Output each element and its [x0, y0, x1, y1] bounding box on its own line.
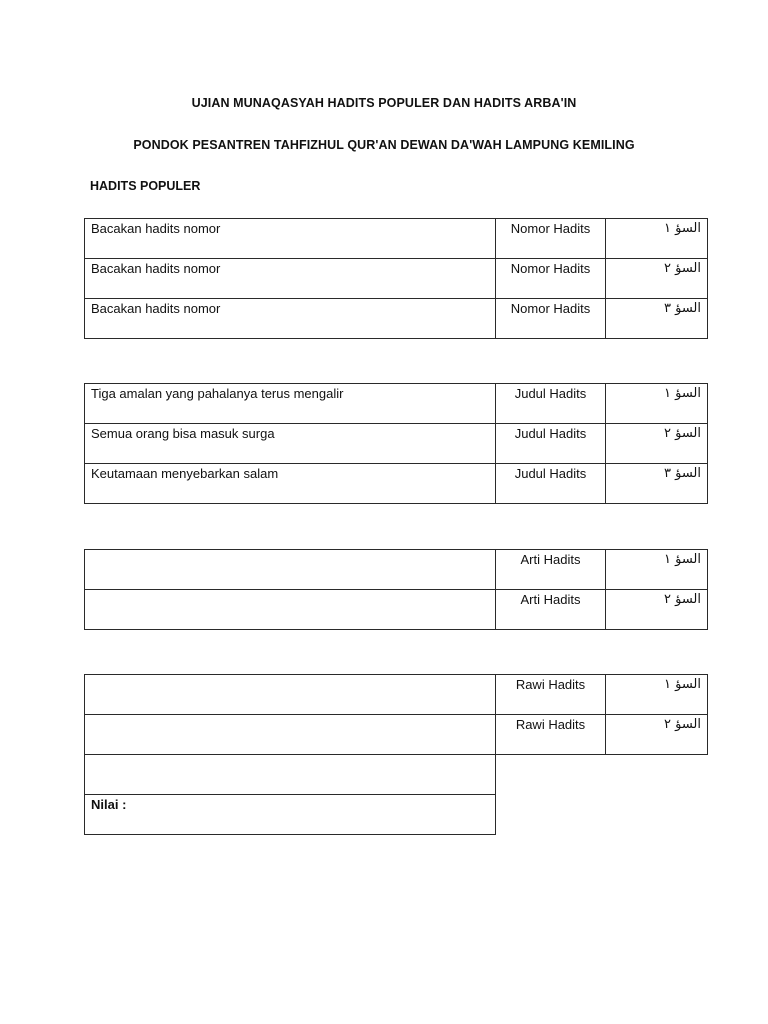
label-cell: Nomor Hadits [496, 299, 606, 339]
table-row [85, 219, 708, 259]
judul-hadits-table [84, 383, 708, 504]
question-number-cell: السؤ ١ [606, 675, 708, 715]
institution-title: PONDOK PESANTREN TAHFIZHUL QUR'AN DEWAN DA'WAH LAMPUNG KEMILING [133, 138, 635, 152]
document-title: UJIAN MUNAQASYAH HADITS POPULER DAN HADITS ARBA'IN [191, 96, 577, 110]
table-row [85, 590, 708, 630]
label-cell: Rawi Hadits [496, 675, 606, 715]
table-row [85, 675, 708, 715]
answer-cell [85, 675, 496, 715]
question-number-cell: السؤ ١ [606, 550, 708, 590]
table-row [85, 384, 708, 424]
empty-space [606, 795, 708, 835]
question-number-cell: السؤ ١ [606, 384, 708, 424]
question-cell: Bacakan hadits nomor [85, 299, 496, 339]
question-cell: Keutamaan menyebarkan salam [85, 464, 496, 504]
score-row [85, 795, 708, 835]
label-cell: Judul Hadits [496, 384, 606, 424]
table-row [85, 259, 708, 299]
empty-space [606, 755, 708, 795]
table-row [85, 550, 708, 590]
score-cell: Nilai : [85, 795, 496, 835]
blank-cell [85, 755, 496, 795]
question-number-cell: السؤ ٢ [606, 715, 708, 755]
rawi-hadits-table [84, 674, 708, 835]
section-heading: HADITS POPULER [90, 179, 201, 193]
question-number-cell: السؤ ٢ [606, 424, 708, 464]
question-cell: Tiga amalan yang pahalanya terus mengalir [85, 384, 496, 424]
label-cell: Nomor Hadits [496, 219, 606, 259]
label-cell: Rawi Hadits [496, 715, 606, 755]
table-row [85, 755, 708, 795]
label-cell: Nomor Hadits [496, 259, 606, 299]
question-cell: Semua orang bisa masuk surga [85, 424, 496, 464]
table-row [85, 424, 708, 464]
label-cell: Arti Hadits [496, 590, 606, 630]
empty-space [496, 755, 606, 795]
question-cell: Bacakan hadits nomor [85, 259, 496, 299]
answer-cell [85, 550, 496, 590]
label-cell: Judul Hadits [496, 424, 606, 464]
answer-cell [85, 590, 496, 630]
arti-hadits-table [84, 549, 708, 630]
answer-cell [85, 715, 496, 755]
nomor-hadits-table [84, 218, 708, 339]
empty-space [496, 795, 606, 835]
question-number-cell: السؤ ٢ [606, 259, 708, 299]
question-cell: Bacakan hadits nomor [85, 219, 496, 259]
table-row [85, 464, 708, 504]
question-number-cell: السؤ ١ [606, 219, 708, 259]
question-number-cell: السؤ ٣ [606, 464, 708, 504]
label-cell: Arti Hadits [496, 550, 606, 590]
label-cell: Judul Hadits [496, 464, 606, 504]
table-row [85, 299, 708, 339]
table-row [85, 715, 708, 755]
question-number-cell: السؤ ٣ [606, 299, 708, 339]
question-number-cell: السؤ ٢ [606, 590, 708, 630]
